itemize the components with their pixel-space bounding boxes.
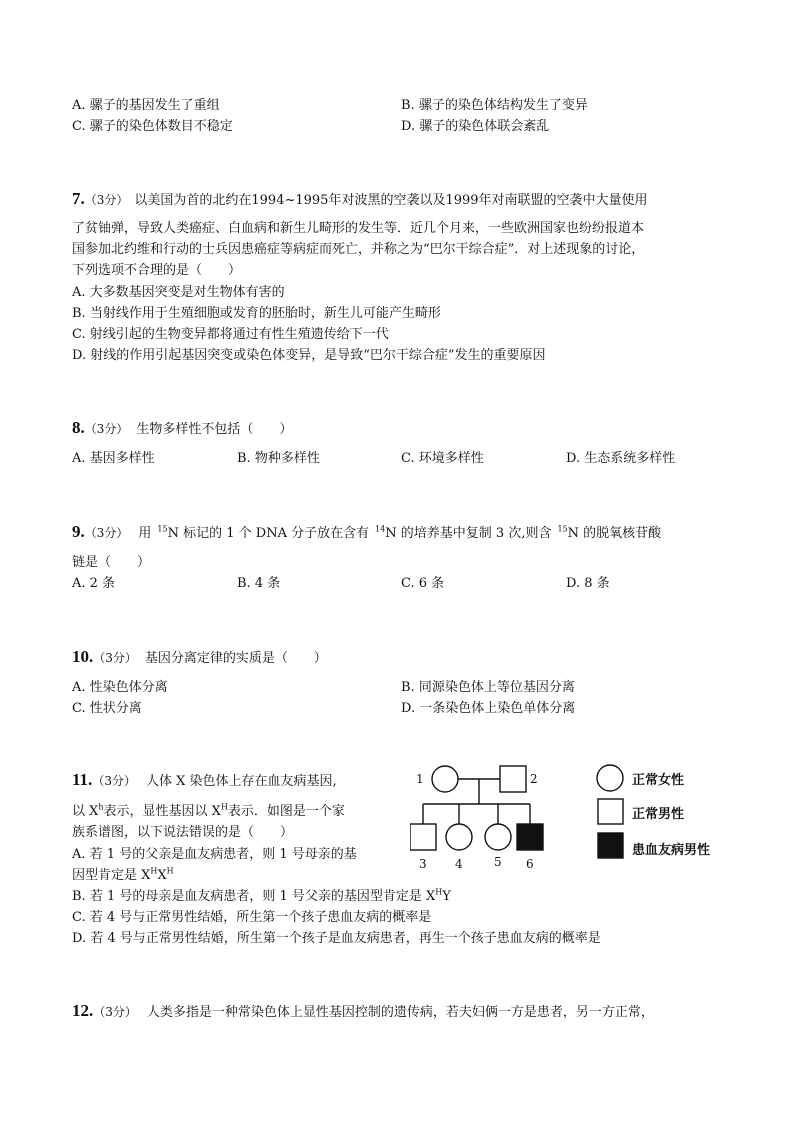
q8-stem: 8.（3分） 生物多样性不包括（ ） <box>72 418 293 437</box>
pedigree-female-5 <box>485 824 511 850</box>
pedigree-label-6: 6 <box>526 857 534 871</box>
q7-option-d: D. 射线的作用引起基因突变或染色体变异，是导致“巴尔干综合症”发生的重要原因 <box>72 348 546 363</box>
q8-option-d: D. 生态系统多样性 <box>566 451 676 466</box>
q11-stem-line1: 11.（3分） 人体 X 染色体上存在血友病基因, <box>72 770 337 789</box>
q11-number: 11. <box>72 770 93 789</box>
pedigree-affected-male-6 <box>517 824 543 850</box>
q7-number: 7. <box>72 189 85 208</box>
legend-affected-male: 患血友病男性 <box>632 843 711 858</box>
q7-stem-line4: 下列选项不合理的是（ ） <box>72 263 242 278</box>
legend-normal-male: 正常男性 <box>632 807 685 822</box>
q9-option-c: C. 6 条 <box>401 576 445 591</box>
q10-number: 10. <box>72 647 94 666</box>
pedigree-label-4: 4 <box>455 857 463 871</box>
q11-option-b: B. 若 1 号的母亲是血友病患者，则 1 号父亲的基因型肯定是 $X^HY$ <box>72 887 451 904</box>
q7-stem-line3: 国参加北约维和行动的士兵因患癌症等病症而死亡，并称之为“巴尔干综合症”．对上述现象的讨论， <box>72 242 645 257</box>
q6-option-c: C. 骡子的染色体数目不稳定 <box>72 119 233 134</box>
pedigree-male-3 <box>410 824 436 850</box>
q9-option-d: D. 8 条 <box>566 576 610 591</box>
q8-number: 8. <box>72 418 85 437</box>
q7-stem-line2: 了贫铀弹，导致人类癌症、白血病和新生儿畸形的发生等．近几个月来，一些欧洲国家也纷纷报道本 <box>72 221 645 236</box>
q7-stem-line1: 7.（3分） 以美国为首的北约在1994~1995年对波黑的空袭以及1999年对南联盟的空袭中大量使用 <box>72 189 648 208</box>
q11-stem-line3: 族系谱图，以下说法错误的是（ ） <box>72 825 294 840</box>
q7-option-c: C. 射线引起的生物变异都将通过有性生殖遗传给下一代 <box>72 327 389 342</box>
pedigree-label-2: 2 <box>530 772 538 786</box>
q8-option-c: C. 环境多样性 <box>401 451 484 466</box>
pedigree-label-1: 1 <box>416 772 424 786</box>
q8-option-b: B. 物种多样性 <box>237 451 320 466</box>
legend-normal-female: 正常女性 <box>632 773 685 788</box>
legend-affected-male-symbol <box>598 833 623 858</box>
q10-option-a: A. 性染色体分离 <box>72 680 168 695</box>
q10-stem: 10.（3分） 基因分离定律的实质是（ ） <box>72 647 327 666</box>
q6-option-d: D. 骡子的染色体联会紊乱 <box>401 119 550 134</box>
pedigree-male-2 <box>500 766 526 792</box>
q10-score: （3分） <box>93 651 137 665</box>
pedigree-label-5: 5 <box>494 855 502 869</box>
q9-option-a: A. 2 条 <box>72 576 116 591</box>
q8-score: （3分） <box>84 422 129 436</box>
q9-option-b: B. 4 条 <box>237 576 281 591</box>
pedigree-legend-symbols <box>595 763 627 863</box>
pedigree-female-1 <box>432 766 458 792</box>
legend-female-symbol <box>597 765 623 791</box>
q11-option-a-line2: 因型肯定是 $X^HX^H$ <box>72 866 174 883</box>
q11-option-c: C. 若 4 号与正常男性结婚，所生第一个孩子患血友病的概率是 <box>72 910 432 925</box>
q7-score: （3分） <box>84 193 129 207</box>
q9-score: （3分） <box>84 526 129 540</box>
q8-option-a: A. 基因多样性 <box>72 451 155 466</box>
q6-option-a: A. 骡子的基因发生了重组 <box>72 98 220 113</box>
legend-male-symbol <box>598 799 623 824</box>
q12-number: 12. <box>72 1001 94 1020</box>
q7-option-a: A. 大多数基因突变是对生物体有害的 <box>72 285 285 300</box>
q12-stem: 12.（3分） 人类多指是一种常染色体上显性基因控制的遗传病，若夫妇俩一方是患者，另一方正常， <box>72 1001 654 1020</box>
pedigree-female-4 <box>446 824 472 850</box>
pedigree-label-3: 3 <box>419 857 427 871</box>
q9-stem-line2: 链是（ ） <box>72 555 151 570</box>
q11-option-d: D. 若 4 号与正常男性结婚，所生第一个孩子是血友病患者，再生一个孩子患血友病的概率是 <box>72 931 601 946</box>
q10-option-b: B. 同源染色体上等位基因分离 <box>401 680 575 695</box>
q11-stem-line2: 以 $X^h$表示，显性基因以 $X^H$表示．如图是一个家 <box>72 802 345 819</box>
pedigree-diagram <box>410 762 550 872</box>
q10-option-c: C. 性状分离 <box>72 701 142 716</box>
q6-option-b: B. 骡子的染色体结构发生了变异 <box>401 98 588 113</box>
q11-score: （3分） <box>92 774 136 788</box>
q9-number: 9. <box>72 522 85 541</box>
q7-option-b: B. 当射线作用于生殖细胞或发育的胚胎时，新生儿可能产生畸形 <box>72 306 441 321</box>
q12-score: （3分） <box>93 1005 137 1019</box>
q10-option-d: D. 一条染色体上染色单体分离 <box>401 701 576 716</box>
q11-option-a-line1: A. 若 1 号的父亲是血友病患者，则 1 号母亲的基 <box>72 847 357 862</box>
q9-stem-line1: 9.（3分） 用 $^{15}$N 标记的 1 个 DNA 分子放在含有 $^{14}$N 的培养基中复制 3 次,则含 $^{15}$N 的脱氧核苷酸 <box>72 522 662 541</box>
